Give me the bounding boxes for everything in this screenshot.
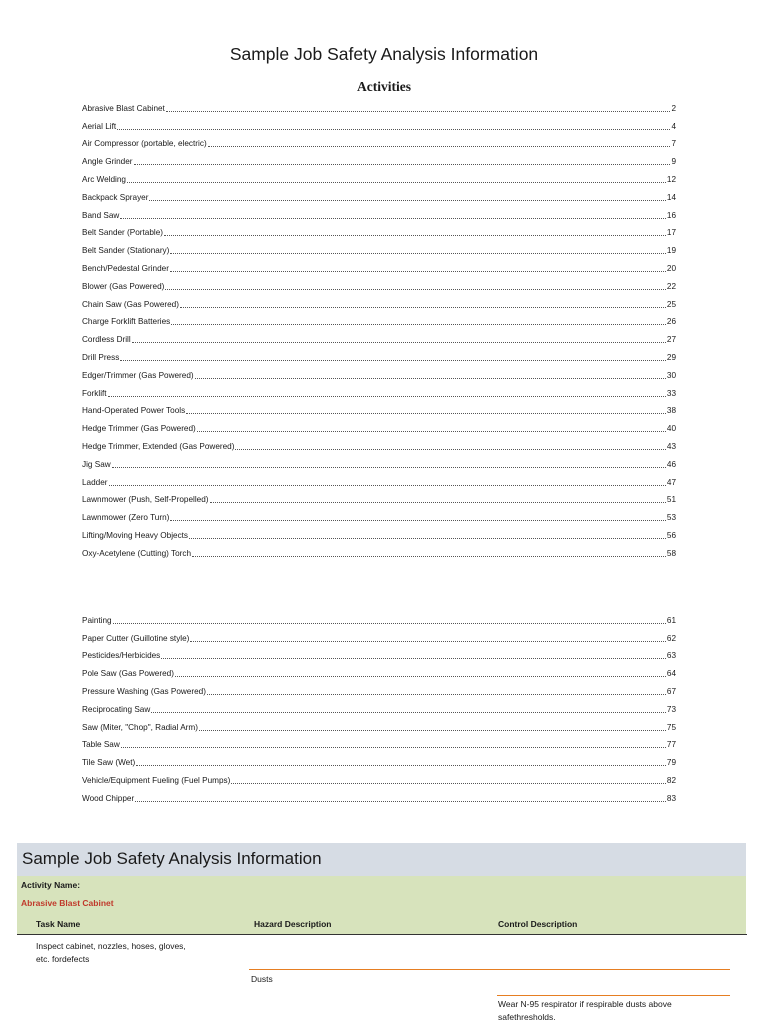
toc-entry[interactable]: [82, 786, 676, 804]
toc-entry[interactable]: [82, 345, 676, 363]
toc-dot-leader: [231, 783, 666, 784]
toc-dot-leader: [120, 360, 666, 361]
task-cell: Inspect cabinet, nozzles, hoses, gloves, etc. fordefects: [36, 941, 186, 964]
jsa-activity-band: [17, 876, 746, 934]
toc-entry[interactable]: [82, 470, 676, 488]
toc-dot-leader: [134, 164, 671, 165]
toc-entry-label: Paper Cutter (Guillotine style): [82, 633, 190, 643]
toc-entry[interactable]: [82, 310, 676, 328]
toc-dot-leader: [186, 413, 666, 414]
toc-dot-leader: [151, 712, 666, 713]
hazard-divider: [249, 969, 730, 970]
toc-dot-leader: [235, 449, 665, 450]
toc-dot-leader: [136, 765, 666, 766]
toc-entry-page: 82: [666, 775, 676, 785]
toc-entry-page: 14: [666, 192, 676, 202]
toc-entry-label: Tile Saw (Wet): [82, 758, 136, 768]
toc-entry-label: Hedge Trimmer, Extended (Gas Powered): [82, 441, 235, 451]
toc-entry-label: Drill Press: [82, 352, 120, 362]
toc-entry-page: 33: [666, 388, 676, 398]
toc-entry-label: Lifting/Moving Heavy Objects: [82, 530, 189, 540]
toc-entry-label: Arc Welding: [82, 174, 126, 184]
toc-dot-leader: [121, 747, 666, 748]
page-title: Sample Job Safety Analysis Information: [229, 44, 539, 64]
activities-heading: Activities: [357, 79, 411, 94]
toc-entry[interactable]: [82, 132, 676, 150]
toc-entry-label: Wood Chipper: [82, 793, 135, 803]
toc-dot-leader: [180, 307, 666, 308]
toc-list-part1: [82, 96, 676, 559]
toc-entry-page: 4: [671, 121, 676, 131]
toc-entry[interactable]: [82, 505, 676, 523]
toc-dot-leader: [132, 342, 666, 343]
toc-entry[interactable]: [82, 715, 676, 733]
toc-entry-page: 51: [666, 495, 676, 505]
toc-dot-leader: [120, 218, 666, 219]
toc-entry-label: Belt Sander (Stationary): [82, 246, 170, 256]
jsa-header-title: Sample Job Safety Analysis Information: [22, 849, 322, 868]
toc-entry[interactable]: [82, 256, 676, 274]
toc-entry-page: 43: [666, 441, 676, 451]
toc-dot-leader: [108, 396, 666, 397]
toc-entry-page: 27: [666, 335, 676, 345]
toc-entry[interactable]: [82, 644, 676, 662]
toc-entry-label: Ladder: [82, 477, 108, 487]
toc-dot-leader: [165, 289, 666, 290]
toc-entry-label: Blower (Gas Powered): [82, 281, 165, 291]
toc-entry[interactable]: [82, 679, 676, 697]
toc-entry-page: 73: [666, 704, 676, 714]
toc-entry-page: 25: [666, 299, 676, 309]
toc-dot-leader: [199, 730, 666, 731]
toc-dot-leader: [197, 431, 666, 432]
toc-entry[interactable]: [82, 661, 676, 679]
toc-dot-leader: [135, 801, 666, 802]
jsa-header-bar: [17, 843, 746, 876]
column-header-task: Task Name: [36, 919, 81, 929]
toc-dot-leader: [170, 520, 666, 521]
toc-dot-leader: [175, 676, 666, 677]
toc-entry-label: Oxy-Acetylene (Cutting) Torch: [82, 548, 192, 558]
toc-entry[interactable]: [82, 381, 676, 399]
toc-entry[interactable]: [82, 733, 676, 751]
toc-entry-label: Air Compressor (portable, electric): [82, 139, 207, 149]
toc-entry-label: Cordless Drill: [82, 335, 131, 345]
toc-entry-page: 77: [666, 740, 676, 750]
table-header-rule: [17, 934, 747, 935]
toc-entry-page: 17: [666, 228, 676, 238]
toc-dot-leader: [208, 146, 671, 147]
toc-dot-leader: [190, 641, 666, 642]
toc-dot-leader: [207, 694, 666, 695]
toc-entry-label: Lawnmower (Zero Turn): [82, 513, 170, 523]
activity-name-label: Activity Name:: [21, 880, 81, 890]
toc-entry-label: Belt Sander (Portable): [82, 228, 164, 238]
toc-entry-label: Pole Saw (Gas Powered): [82, 669, 174, 679]
toc-entry[interactable]: [82, 697, 676, 715]
toc-dot-leader: [210, 502, 666, 503]
toc-entry-label: Backpack Sprayer: [82, 192, 149, 202]
toc-entry-page: 2: [671, 103, 676, 113]
activity-name-value: Abrasive Blast Cabinet: [21, 898, 114, 908]
toc-entry[interactable]: [82, 452, 676, 470]
toc-entry-page: 61: [666, 615, 676, 625]
toc-entry[interactable]: [82, 149, 676, 167]
toc-entry[interactable]: [82, 626, 676, 644]
toc-entry-page: 19: [666, 246, 676, 256]
toc-entry-label: Bench/Pedestal Grinder: [82, 263, 169, 273]
toc-entry[interactable]: [82, 114, 676, 132]
toc-entry-label: Aerial Lift: [82, 121, 117, 131]
toc-entry-page: 7: [671, 139, 676, 149]
toc-entry-page: 12: [666, 174, 676, 184]
toc-entry-label: Band Saw: [82, 210, 120, 220]
toc-entry-label: Lawnmower (Push, Self-Propelled): [82, 495, 209, 505]
toc-entry-label: Table Saw: [82, 740, 120, 750]
toc-entry-label: Hedge Trimmer (Gas Powered): [82, 424, 196, 434]
toc-entry[interactable]: [82, 750, 676, 768]
toc-entry-page: 67: [666, 686, 676, 696]
toc-dot-leader: [127, 182, 666, 183]
toc-entry[interactable]: [82, 327, 676, 345]
toc-entry-page: 38: [666, 406, 676, 416]
toc-entry[interactable]: [82, 203, 676, 221]
toc-entry[interactable]: [82, 541, 676, 559]
toc-entry-page: 30: [666, 370, 676, 380]
toc-entry-page: 83: [666, 793, 676, 803]
toc-entry-label: Charge Forklift Batteries: [82, 317, 171, 327]
toc-entry-page: 9: [671, 157, 676, 167]
toc-list-part2: [82, 608, 676, 804]
toc-entry[interactable]: [82, 608, 676, 626]
toc-entry-label: Pesticides/Herbicides: [82, 651, 161, 661]
toc-entry[interactable]: [82, 768, 676, 786]
toc-entry-label: Chain Saw (Gas Powered): [82, 299, 179, 309]
toc-dot-leader: [113, 623, 666, 624]
toc-entry[interactable]: [82, 363, 676, 381]
toc-entry-page: 56: [666, 530, 676, 540]
toc-entry-label: Saw (Miter, "Chop", Radial Arm): [82, 722, 198, 732]
toc-dot-leader: [189, 538, 666, 539]
toc-dot-leader: [166, 111, 671, 112]
toc-entry-page: 53: [666, 513, 676, 523]
toc-dot-leader: [112, 467, 666, 468]
toc-dot-leader: [161, 658, 666, 659]
toc-entry-page: 16: [666, 210, 676, 220]
control-cell: Wear N-95 respirator if respirable dusts above safethresholds.: [498, 999, 672, 1022]
toc-entry-page: 46: [666, 459, 676, 469]
toc-entry-label: Reciprocating Saw: [82, 704, 151, 714]
toc-entry-label: Vehicle/Equipment Fueling (Fuel Pumps): [82, 775, 231, 785]
hazard-cell: Dusts: [251, 974, 273, 984]
toc-dot-leader: [117, 129, 670, 130]
toc-entry-page: 62: [666, 633, 676, 643]
toc-entry-page: 64: [666, 669, 676, 679]
toc-entry-page: 58: [666, 548, 676, 558]
toc-entry-page: 20: [666, 263, 676, 273]
toc-entry-page: 75: [666, 722, 676, 732]
toc-entry-label: Angle Grinder: [82, 157, 133, 167]
toc-entry[interactable]: [82, 238, 676, 256]
toc-dot-leader: [149, 200, 665, 201]
toc-dot-leader: [170, 271, 666, 272]
toc-entry[interactable]: [82, 416, 676, 434]
toc-entry-page: 29: [666, 352, 676, 362]
toc-entry[interactable]: [82, 292, 676, 310]
toc-dot-leader: [170, 253, 666, 254]
control-divider: [497, 995, 730, 996]
toc-entry[interactable]: [82, 96, 676, 114]
toc-dot-leader: [171, 324, 666, 325]
toc-entry[interactable]: [82, 221, 676, 239]
toc-entry-label: Forklift: [82, 388, 107, 398]
toc-entry[interactable]: [82, 167, 676, 185]
toc-entry-page: 47: [666, 477, 676, 487]
toc-entry-page: 63: [666, 651, 676, 661]
toc-entry-label: Jig Saw: [82, 459, 111, 469]
toc-entry[interactable]: [82, 274, 676, 292]
toc-entry[interactable]: [82, 399, 676, 417]
toc-entry-page: 40: [666, 424, 676, 434]
toc-entry[interactable]: [82, 434, 676, 452]
toc-entry-label: Pressure Washing (Gas Powered): [82, 686, 206, 696]
toc-entry-label: Edger/Trimmer (Gas Powered): [82, 370, 194, 380]
column-header-hazard: Hazard Description: [254, 919, 332, 929]
toc-entry-page: 26: [666, 317, 676, 327]
toc-entry-label: Abrasive Blast Cabinet: [82, 103, 165, 113]
column-header-control: Control Description: [498, 919, 578, 929]
toc-entry-label: Painting: [82, 615, 112, 625]
toc-entry[interactable]: [82, 488, 676, 506]
toc-entry-page: 79: [666, 758, 676, 768]
toc-entry[interactable]: [82, 185, 676, 203]
toc-dot-leader: [192, 556, 666, 557]
toc-dot-leader: [164, 235, 666, 236]
toc-entry-label: Hand-Operated Power Tools: [82, 406, 186, 416]
toc-entry[interactable]: [82, 523, 676, 541]
toc-entry-page: 22: [666, 281, 676, 291]
toc-dot-leader: [109, 485, 666, 486]
toc-dot-leader: [195, 378, 666, 379]
